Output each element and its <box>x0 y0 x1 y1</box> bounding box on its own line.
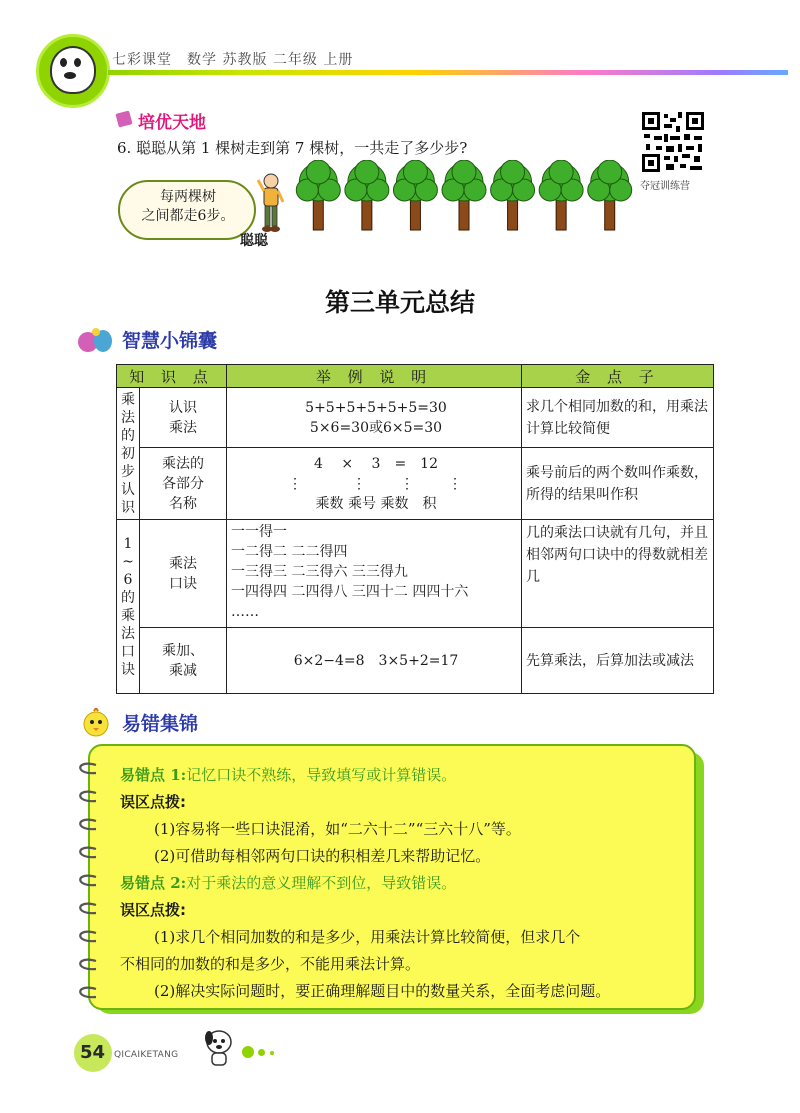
summary-table <box>116 364 714 694</box>
error-2-tip-1a: (1)求几个相同加数的和是多少，用乘法计算比较简便，但求几个 <box>154 928 581 946</box>
group-label-1 <box>117 388 140 520</box>
bubble-line-2: 之间都走6步。 <box>141 208 235 224</box>
tree-icon <box>345 160 389 230</box>
table-row <box>117 388 714 448</box>
header-tip: 金 点 子 <box>522 365 714 388</box>
tip-cell: 先算乘法，后算加法或减法 <box>522 628 714 694</box>
section-title-zhihui: 智慧小锦囊 <box>122 330 218 352</box>
example-line: 一四得四 二四得八 三四十二 四四十六 <box>231 584 469 600</box>
error-point-1-head: 易错点 1: <box>120 766 187 784</box>
spiral-ring <box>80 764 96 774</box>
knowledge-text: 认识 乘法 <box>169 399 197 436</box>
tree-icon <box>539 160 583 230</box>
tree-icon <box>296 160 340 230</box>
section-title-peiyou: 培优天地 <box>138 113 206 133</box>
mascot-eye <box>74 58 81 67</box>
tip-head-2: 误区点拨: <box>120 901 186 919</box>
knowledge-cell <box>140 448 227 520</box>
section-title-yicuo: 易错集锦 <box>122 713 199 735</box>
error-2-tip-1b: 不相同的加数的和是多少，不能用乘法计算。 <box>120 955 421 973</box>
footer-dog-mascot-icon <box>200 1026 238 1070</box>
error-point-1-desc: 记忆口诀不熟练，导致填写或计算错误。 <box>186 766 457 784</box>
lucky-bag-icon <box>76 324 116 354</box>
mascot-nose <box>64 72 76 79</box>
error-1-tip-2: (2)可借助每相邻两句口诀的积相差几来帮助记忆。 <box>154 847 491 865</box>
error-1-tip-1: (1)容易将一些口诀混淆，如“二六十二”“三六十八”等。 <box>154 820 521 838</box>
question-6: 6. 聪聪从第 1 棵树走到第 7 棵树，一共走了多少步? <box>117 139 468 157</box>
knowledge-cell <box>140 628 227 694</box>
example-line: 一二得二 二二得四 <box>231 544 348 560</box>
knowledge-text: 乘加、 乘减 <box>162 642 204 679</box>
speech-bubble-text <box>134 188 242 226</box>
spiral-ring <box>80 988 96 998</box>
header-title: 七彩课堂 数学 苏教版 二年级 上册 <box>112 52 354 68</box>
spiral-ring <box>80 876 96 886</box>
boy-congcong-illustration <box>256 172 286 234</box>
knowledge-text: 乘法的 各部分 名称 <box>162 455 204 512</box>
knowledge-cell <box>140 520 227 628</box>
example-line: 4 × 3 = 12 <box>314 455 438 472</box>
qr-code-label: 夺冠训练营 <box>640 181 690 192</box>
header-dog-mascot-icon <box>50 46 96 94</box>
error-point-1 <box>120 762 685 789</box>
example-line: ⋮ ⋮ ⋮ ⋮ <box>288 475 464 492</box>
group-label-2-text: 1 ~ 6 的 乘 法 口 诀 <box>121 535 135 678</box>
tip-cell: 求几个相同加数的和，用乘法计算比较简便 <box>522 388 714 448</box>
spiral-ring <box>80 904 96 914</box>
example-cell <box>227 448 522 520</box>
error-point-2-desc: 对于乘法的意义理解不到位，导致错误。 <box>186 874 457 892</box>
mascot-eye <box>60 58 67 67</box>
tip-cell: 乘号前后的两个数叫作乘数，所得的结果叫作积 <box>522 448 714 520</box>
example-line: 乘数 乘号 乘数 积 <box>315 495 437 512</box>
table-row <box>117 628 714 694</box>
spiral-ring <box>80 848 96 858</box>
example-line: 一一得一 <box>231 524 287 540</box>
footer-dot <box>258 1049 265 1056</box>
notepad-content <box>120 762 685 1005</box>
tree-icon <box>393 160 437 230</box>
example-line: …… <box>231 604 259 620</box>
page-number: 54 <box>80 1042 106 1063</box>
tree-row <box>294 160 634 232</box>
example-line: 5×6=30或6×5=30 <box>309 419 443 436</box>
spiral-ring <box>80 792 96 802</box>
notepad-panel <box>88 744 696 1010</box>
header-knowledge: 知 识 点 <box>117 365 227 388</box>
example-cell <box>227 628 522 694</box>
group-label-2 <box>117 520 140 694</box>
footer-brand: QICAIKETANG <box>114 1050 179 1060</box>
example-cell <box>227 388 522 448</box>
example-cell <box>227 520 522 628</box>
error-2-tip-2: (2)解决实际问题时，要正确理解题目中的数量关系，全面考虑问题。 <box>154 982 611 1000</box>
boy-name-label: 聪聪 <box>240 233 268 249</box>
header-example: 举 例 说 明 <box>227 365 522 388</box>
spiral-ring <box>80 932 96 942</box>
knowledge-cell <box>140 388 227 448</box>
table-row <box>117 448 714 520</box>
pencil-eraser-icon <box>115 110 132 127</box>
table-header-row <box>117 365 714 388</box>
table-row <box>117 520 714 628</box>
unit-title: 第三单元总结 <box>324 288 475 317</box>
example-line: 5+5+5+5+5+5=30 <box>305 399 447 416</box>
tree-icon <box>491 160 535 230</box>
notepad-spiral-rings <box>70 755 100 1000</box>
spiral-ring <box>80 820 96 830</box>
example-line: 6×2−4=8 3×5+2=17 <box>293 652 459 669</box>
error-point-2-head: 易错点 2: <box>120 874 187 892</box>
example-line: 一三得三 二三得六 三三得九 <box>231 564 408 580</box>
error-point-2 <box>120 870 685 897</box>
spiral-ring <box>80 960 96 970</box>
tree-icon <box>442 160 486 230</box>
tip-head-1: 误区点拨: <box>120 793 186 811</box>
tree-icon <box>588 160 632 230</box>
footer-dot <box>270 1051 274 1055</box>
footer-dot <box>242 1046 254 1058</box>
qr-code-icon[interactable] <box>640 110 706 174</box>
chick-mascot-icon <box>80 708 112 738</box>
header-rainbow-bar <box>108 70 788 75</box>
knowledge-text: 乘法 口诀 <box>169 555 197 592</box>
group-label-1-text: 乘 法 的 初 步 认 识 <box>121 391 135 516</box>
bubble-line-1: 每两棵树 <box>160 189 216 205</box>
tip-cell: 几的乘法口诀就有几句，并且相邻两句口诀中的得数就相差几 <box>522 520 714 628</box>
